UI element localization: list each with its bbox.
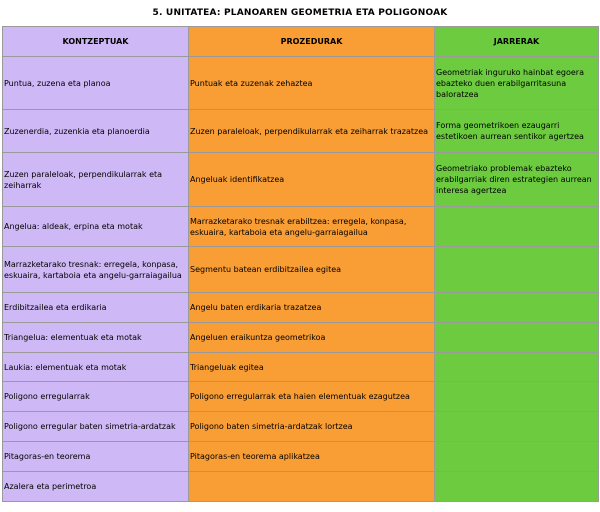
kontzeptua-cell: Puntua, zuzena eta planoa (3, 57, 189, 110)
table-row (3, 153, 599, 207)
table-row (3, 323, 599, 353)
prozedura-cell: Pitagoras-en teorema aplikatzea (189, 442, 435, 472)
table-row (3, 207, 599, 247)
table-row (3, 412, 599, 442)
jarrera-cell (435, 247, 599, 293)
jarrera-cell: Forma geometrikoen ezaugarri estetikoen aurrean sentikor agertzea (435, 110, 599, 153)
unit-table (2, 26, 599, 502)
kontzeptua-cell: Zuzen paraleloak, perpendikularrak eta zeiharrak (3, 153, 189, 207)
header-kontzeptuak: KONTZEPTUAK (3, 27, 189, 57)
table-row (3, 382, 599, 412)
prozedura-cell: Angeluak identifikatzea (189, 153, 435, 207)
header-prozedurak: PROZEDURAK (189, 27, 435, 57)
prozedura-cell: Poligono baten simetria-ardatzak lortzea (189, 412, 435, 442)
table-row (3, 57, 599, 110)
kontzeptua-cell: Poligono erregularrak (3, 382, 189, 412)
kontzeptua-cell: Erdibitzailea eta erdikaria (3, 293, 189, 323)
table-row (3, 353, 599, 382)
jarrera-cell (435, 353, 599, 382)
table-row (3, 247, 599, 293)
kontzeptua-cell: Triangelua: elementuak eta motak (3, 323, 189, 353)
kontzeptua-cell: Marrazketarako tresnak: erregela, konpasa, eskuaira, kartaboia eta angelu-garraiagailua (3, 247, 189, 293)
prozedura-cell: Poligono erregularrak eta haien elementuak ezagutzea (189, 382, 435, 412)
kontzeptua-cell: Laukia: elementuak eta motak (3, 353, 189, 382)
prozedura-cell: Puntuak eta zuzenak zehaztea (189, 57, 435, 110)
page-title: 5. UNITATEA: PLANOAREN GEOMETRIA ETA POLIGONOAK (152, 8, 448, 18)
prozedura-cell: Angelu baten erdikaria trazatzea (189, 293, 435, 323)
table-header-row (3, 27, 599, 57)
jarrera-cell (435, 382, 599, 412)
jarrera-cell (435, 293, 599, 323)
table-row (3, 472, 599, 502)
jarrera-cell: Geometriako problemak ebazteko erabilgarriak diren estrategien aurrean interesa agertzea (435, 153, 599, 207)
prozedura-cell: Segmentu batean erdibitzailea egitea (189, 247, 435, 293)
jarrera-cell (435, 207, 599, 247)
jarrera-cell: Geometriak inguruko hainbat egoera ebazteko duen erabilgarritasuna baloratzea (435, 57, 599, 110)
kontzeptua-cell: Azalera eta perimetroa (3, 472, 189, 502)
prozedura-cell: Marrazketarako tresnak erabiltzea: erregela, konpasa, eskuaira, kartaboia eta angelu-garraiagailua (189, 207, 435, 247)
jarrera-cell (435, 412, 599, 442)
kontzeptua-cell: Zuzenerdia, zuzenkia eta planoerdia (3, 110, 189, 153)
prozedura-cell (189, 472, 435, 502)
jarrera-cell (435, 472, 599, 502)
prozedura-cell: Triangeluak egitea (189, 353, 435, 382)
table-row (3, 110, 599, 153)
kontzeptua-cell: Poligono erregular baten simetria-ardatzak (3, 412, 189, 442)
kontzeptua-cell: Angelua: aldeak, erpina eta motak (3, 207, 189, 247)
jarrera-cell (435, 442, 599, 472)
prozedura-cell: Zuzen paraleloak, perpendikularrak eta zeiharrak trazatzea (189, 110, 435, 153)
header-jarrerak: JARRERAK (435, 27, 599, 57)
table-row (3, 293, 599, 323)
table-row (3, 442, 599, 472)
prozedura-cell: Angeluen eraikuntza geometrikoa (189, 323, 435, 353)
kontzeptua-cell: Pitagoras-en teorema (3, 442, 189, 472)
jarrera-cell (435, 323, 599, 353)
